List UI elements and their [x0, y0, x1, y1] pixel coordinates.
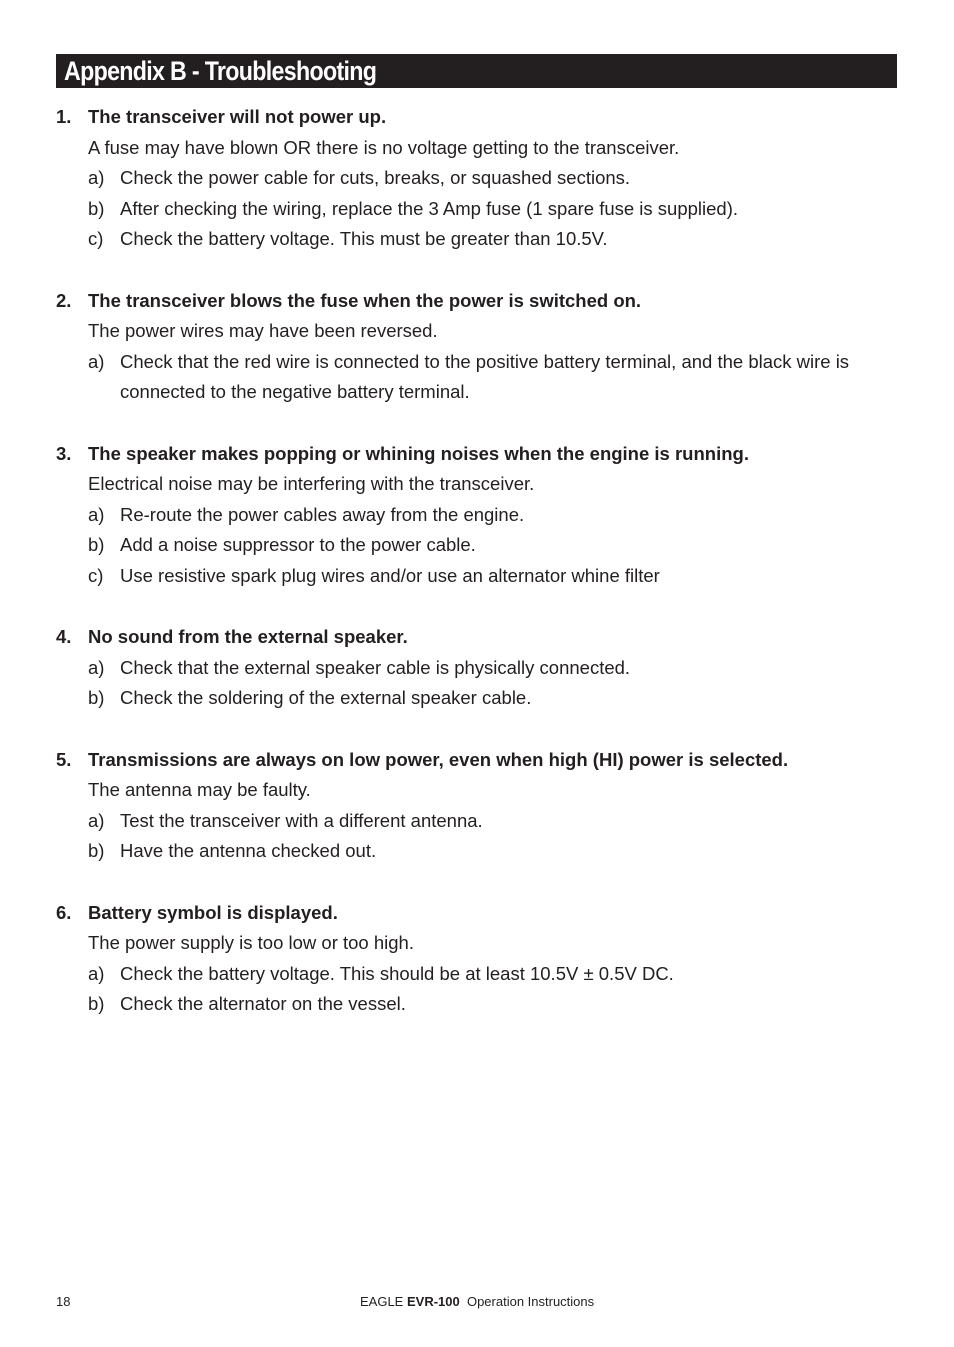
- question-text: Transmissions are always on low power, even when high (HI) power is selected.: [88, 748, 789, 770]
- step: [56, 163, 906, 194]
- step-letter: a): [88, 656, 105, 678]
- section-1: [56, 102, 906, 255]
- step-letter: c): [88, 228, 104, 249]
- footer-title-text: Operation Instructions: [466, 1294, 595, 1309]
- step: [56, 653, 906, 684]
- step-letter: b): [88, 534, 105, 555]
- description: The power supply is too low or too high.: [88, 932, 414, 953]
- question-number: 6.: [56, 901, 72, 923]
- troubleshooting-list: [56, 102, 906, 1051]
- question-text: The transceiver will not power up.: [88, 106, 387, 127]
- question-number: 2.: [56, 289, 72, 311]
- step-letter: b): [88, 197, 105, 219]
- question-text: Battery symbol is displayed.: [88, 901, 338, 923]
- page-title: [56, 54, 897, 88]
- step: [56, 224, 906, 255]
- question: [56, 622, 906, 653]
- step: [56, 530, 906, 561]
- step-text: Test the transceiver with a different antenna.: [120, 809, 483, 831]
- step: [56, 989, 906, 1020]
- step-text: Check the alternator on the vessel.: [120, 993, 406, 1014]
- section-5: [56, 745, 906, 867]
- step-text: After checking the wiring, replace the 3 Amp fuse (1 spare fuse is supplied).: [120, 197, 739, 219]
- question-number: 5.: [56, 748, 72, 770]
- step: [56, 500, 906, 531]
- footer-brand: EAGLE: [360, 1294, 404, 1309]
- section-4: [56, 622, 906, 714]
- step: [56, 836, 906, 867]
- question: [56, 439, 906, 470]
- footer-doc-title: [360, 1293, 594, 1311]
- step-text: Check that the red wire is connected to the positive battery terminal, and the black wire is connected to the negative battery terminal.: [120, 350, 850, 402]
- step: [56, 194, 906, 225]
- section-6: [56, 898, 906, 1020]
- step-text: Check the soldering of the external speaker cable.: [120, 687, 532, 708]
- description: The antenna may be faulty.: [88, 779, 311, 800]
- section-3: [56, 439, 906, 592]
- question-text: The transceiver blows the fuse when the power is switched on.: [88, 289, 642, 311]
- step-text: Check the battery voltage. This should be at least 10.5V ± 0.5V DC.: [120, 962, 674, 984]
- description: Electrical noise may be interfering with the transceiver.: [88, 473, 535, 494]
- step: [56, 347, 906, 408]
- question-text: The speaker makes popping or whining noises when the engine is running.: [88, 442, 749, 464]
- question-number: 3.: [56, 442, 72, 464]
- question: [56, 898, 906, 929]
- step-letter: b): [88, 840, 105, 861]
- step-text: Re-route the power cables away from the engine.: [120, 503, 525, 525]
- question-number: 4.: [56, 626, 72, 647]
- step-text: Check that the external speaker cable is physically connected.: [120, 656, 631, 678]
- description: A fuse may have blown OR there is no voltage getting to the transceiver.: [88, 136, 680, 158]
- question: [56, 745, 906, 776]
- footer-model: EVR-100: [406, 1294, 460, 1309]
- step-letter: a): [88, 503, 105, 525]
- step: [56, 683, 906, 714]
- step-letter: a): [88, 962, 105, 984]
- step-text: Add a noise suppressor to the power cable.: [120, 534, 476, 555]
- description: The power wires may have been reversed.: [88, 320, 438, 341]
- step-letter: b): [88, 993, 105, 1014]
- step: [56, 561, 906, 592]
- step-text: Use resistive spark plug wires and/or use an alternator whine filter: [120, 564, 660, 586]
- step: [56, 806, 906, 837]
- page-title-text: Appendix B - Troubleshooting: [64, 56, 377, 86]
- step: [56, 959, 906, 990]
- step-letter: a): [88, 809, 105, 831]
- question-number: 1.: [56, 106, 72, 127]
- question: [56, 286, 906, 317]
- step-text: Check the power cable for cuts, breaks, or squashed sections.: [120, 167, 631, 188]
- step-letter: a): [88, 350, 105, 372]
- question: [56, 102, 906, 133]
- step-text: Have the antenna checked out.: [120, 840, 377, 861]
- step-letter: b): [88, 687, 105, 708]
- page-number: 18: [56, 1294, 71, 1309]
- question-text: No sound from the external speaker.: [88, 626, 408, 647]
- section-2: [56, 286, 906, 408]
- step-text: Check the battery voltage. This must be greater than 10.5V.: [120, 228, 608, 249]
- step-letter: a): [88, 167, 105, 188]
- step-letter: c): [88, 564, 104, 586]
